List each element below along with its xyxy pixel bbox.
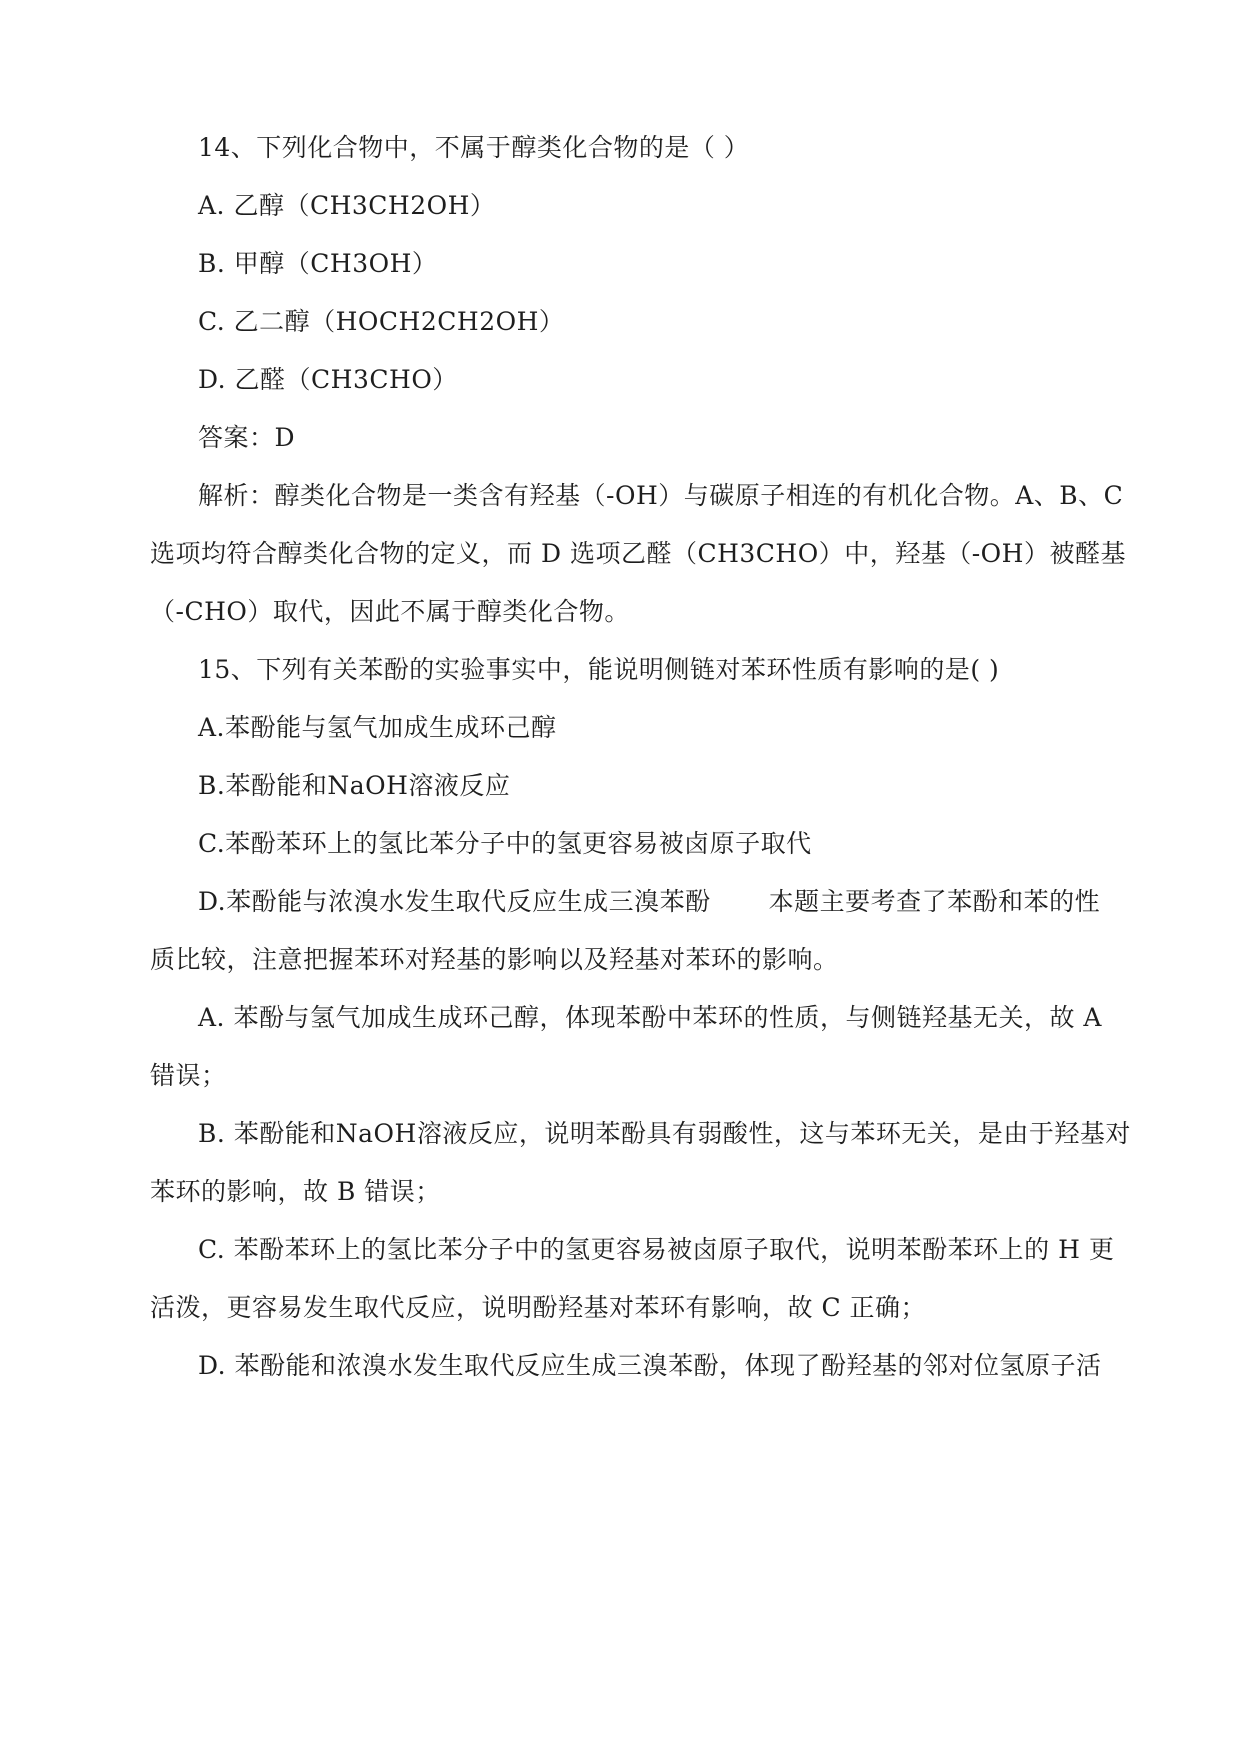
question-15-stem: 15、下列有关苯酚的实验事实中，能说明侧链对苯环性质有影响的是( ) (198, 655, 1000, 684)
question-15-option-c: C.苯酚苯环上的氢比苯分子中的氢更容易被卤原子取代 (198, 829, 812, 858)
question-15-option-d: D.苯酚能与浓溴水发生取代反应生成三溴苯酚 (198, 887, 711, 916)
question-14-option-a: A. 乙醇（CH3CH2OH） (198, 191, 496, 220)
question-15-explain-b-line-2: 苯环的影响，故 B 错误； (150, 1177, 441, 1206)
question-14-option-d: D. 乙醛（CH3CHO） (198, 365, 458, 394)
question-14-stem: 14、下列化合物中，不属于醇类化合物的是（ ） (198, 133, 750, 162)
question-14-answer: 答案：D (198, 423, 296, 452)
question-15-explain-a-line-2: 错误； (150, 1061, 227, 1090)
question-15-option-d-line (198, 886, 1101, 918)
question-15-option-a: A.苯酚能与氢气加成生成环己醇 (198, 713, 557, 742)
question-15-explain-a-line-1: A. 苯酚与氢气加成生成环己醇，体现苯酚中苯环的性质，与侧链羟基无关，故 A (198, 1003, 1102, 1032)
question-14-analysis-line-1: 解析：醇类化合物是一类含有羟基（-OH）与碳原子相连的有机化合物。A、B、C (198, 481, 1124, 510)
question-14-option-c: C. 乙二醇（HOCH2CH2OH） (198, 307, 565, 336)
question-14-analysis-line-3: （-CHO）取代，因此不属于醇类化合物。 (150, 597, 630, 626)
question-15-intro-part-2: 质比较，注意把握苯环对羟基的影响以及羟基对苯环的影响。 (150, 945, 839, 974)
question-15-intro-part-1: 本题主要考查了苯酚和苯的性 (768, 887, 1101, 916)
question-14-analysis-line-2: 选项均符合醇类化合物的定义，而 D 选项乙醛（CH3CHO）中，羟基（-OH）被醛基 (150, 539, 1126, 568)
question-15-explain-c-line-1: C. 苯酚苯环上的氢比苯分子中的氢更容易被卤原子取代，说明苯酚苯环上的 H 更 (198, 1235, 1115, 1264)
question-14-option-b: B. 甲醇（CH3OH） (198, 249, 438, 278)
question-15-explain-d-line-1: D. 苯酚能和浓溴水发生取代反应生成三溴苯酚，体现了酚羟基的邻对位氢原子活 (198, 1351, 1102, 1380)
question-15-option-b: B.苯酚能和NaOH溶液反应 (198, 771, 511, 800)
question-15-explain-c-line-2: 活泼，更容易发生取代反应，说明酚羟基对苯环有影响，故 C 正确； (150, 1293, 927, 1322)
question-15-explain-b-line-1: B. 苯酚能和NaOH溶液反应，说明苯酚具有弱酸性，这与苯环无关，是由于羟基对 (198, 1119, 1131, 1148)
